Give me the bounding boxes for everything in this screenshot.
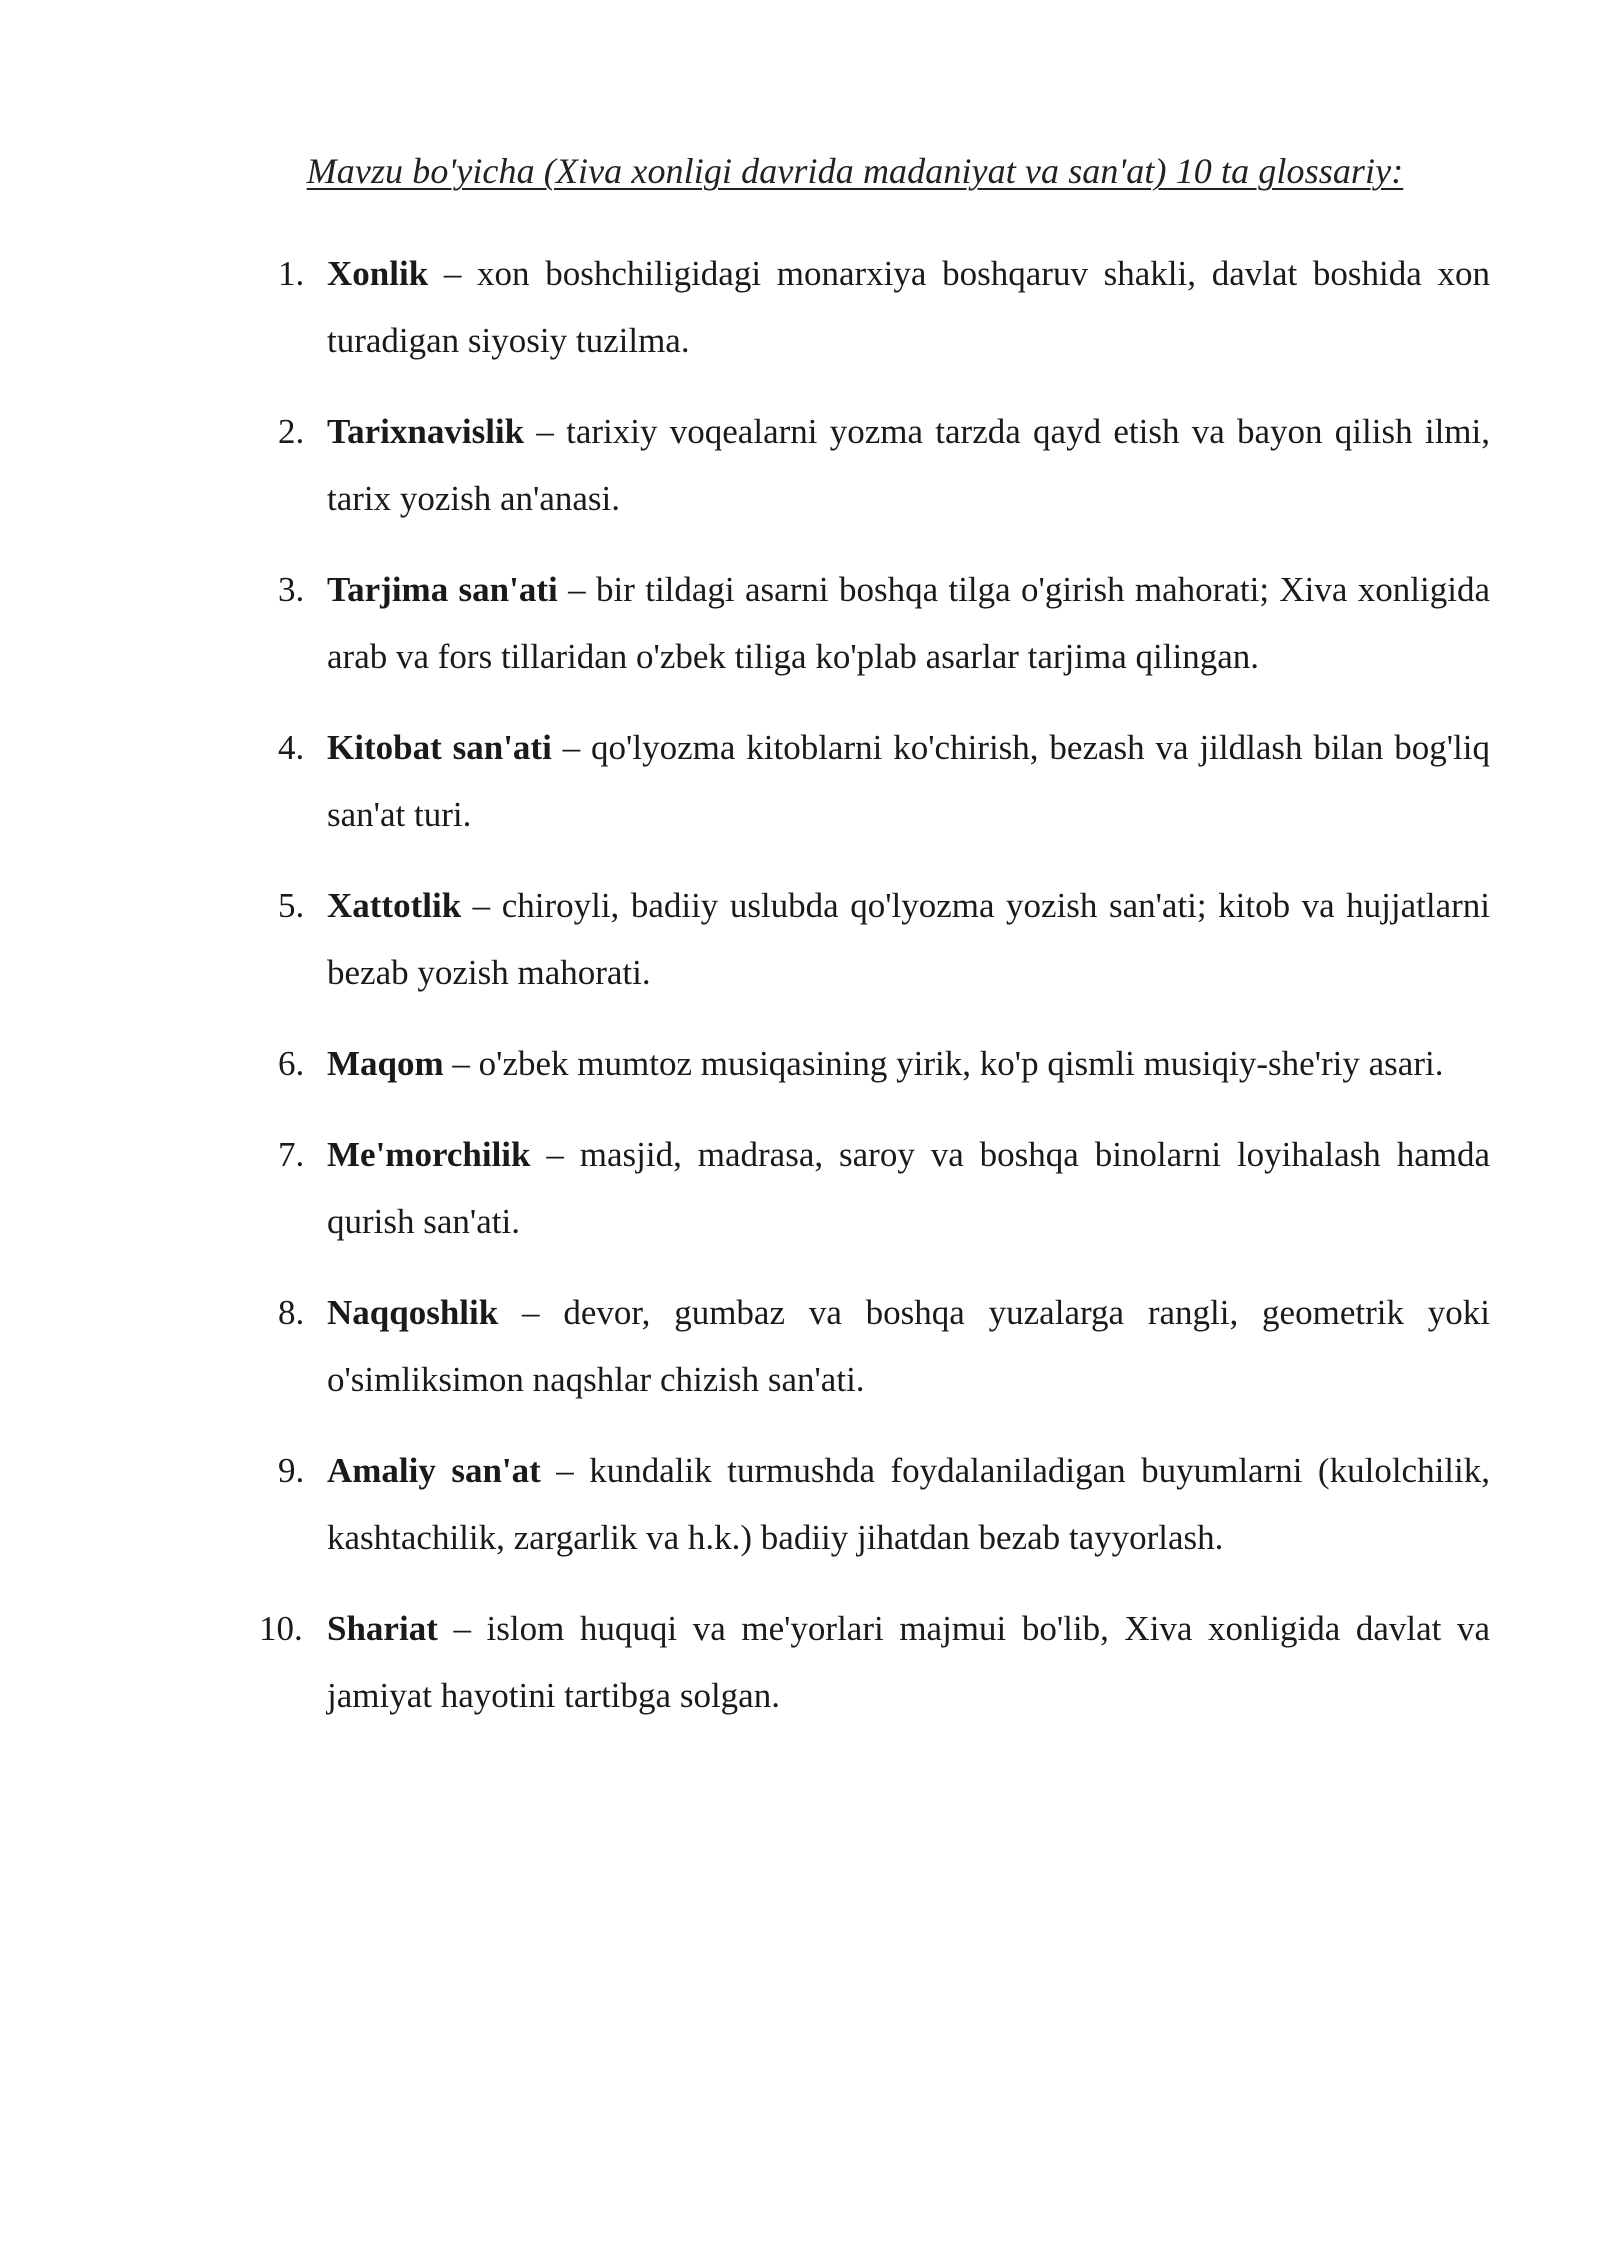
entry-term: Tarjima san'ati	[327, 570, 558, 609]
document-title: Mavzu bo'yicha (Xiva xonligi davrida madaniyat va san'at) 10 ta glossariy:	[306, 151, 1404, 191]
entry-number: 4.	[278, 728, 305, 767]
entry-definition: – bir tildagi asarni boshqa tilga o'girish mahorati; Xiva xonligida arab va fors tillaridan o'zbek tiliga ko'plab asarlar tarjima qilingan.	[327, 570, 1491, 676]
entry-term: Kitobat san'ati	[327, 728, 552, 767]
entry-number: 9.	[278, 1451, 305, 1490]
entry-number: 7.	[278, 1135, 305, 1174]
entry-number: 8.	[278, 1293, 305, 1332]
glossary-entry-7	[268, 1121, 1490, 1255]
entry-term: Maqom	[327, 1044, 444, 1083]
entry-definition: – qo'lyozma kitoblarni ko'chirish, bezash va jildlash bilan bog'liq san'at turi.	[327, 728, 1490, 834]
glossary-entry-2	[268, 398, 1490, 532]
entry-definition: – chiroyli, badiiy uslubda qo'lyozma yozish san'ati; kitob va hujjatlarni bezab yozish mahorati.	[327, 886, 1490, 992]
entry-definition: – masjid, madrasa, saroy va boshqa binolarni loyihalash hamda qurish san'ati.	[327, 1135, 1490, 1241]
glossary-list	[259, 240, 1491, 1753]
entry-term: Me'morchilik	[327, 1135, 531, 1174]
entry-number: 1.	[278, 254, 305, 293]
glossary-entry-10	[259, 1595, 1490, 1729]
entry-definition: – islom huquqi va me'yorlari majmui bo'lib, Xiva xonligida davlat va jamiyat hayotini tartibga solgan.	[327, 1609, 1490, 1715]
entry-term: Amaliy san'at	[327, 1451, 541, 1490]
entry-definition: – o'zbek mumtoz musiqasining yirik, ko'p qismli musiqiy-she'riy asari.	[443, 1044, 1444, 1083]
entry-number: 3.	[278, 570, 305, 609]
entry-number: 10.	[259, 1609, 303, 1648]
entry-definition: – tarixiy voqealarni yozma tarzda qayd etish va bayon qilish ilmi, tarix yozish an'anasi.	[327, 412, 1490, 518]
entry-definition: – devor, gumbaz va boshqa yuzalarga rangli, geometrik yoki o'simliksimon naqshlar chizish san'ati.	[327, 1293, 1490, 1399]
entry-number: 2.	[278, 412, 305, 451]
entry-definition: – xon boshchiligidagi monarxiya boshqaruv shakli, davlat boshida xon turadigan siyosiy tuzilma.	[327, 254, 1490, 360]
glossary-entry-6	[268, 1030, 1490, 1097]
glossary-entry-3	[268, 556, 1490, 690]
glossary-entry-4	[268, 714, 1490, 848]
entry-number: 6.	[278, 1044, 305, 1083]
entry-term: Xattotlik	[327, 886, 462, 925]
glossary-entry-5	[268, 872, 1490, 1006]
glossary-entry-8	[268, 1279, 1490, 1413]
entry-definition: – kundalik turmushda foydalaniladigan buyumlarni (kulolchilik, kashtachilik, zargarlik va h.k.) badiiy jihatdan bezab tayyorlash.	[327, 1451, 1490, 1557]
glossary-entry-1	[268, 240, 1490, 374]
entry-term: Naqqoshlik	[327, 1293, 499, 1332]
glossary-entry-9	[268, 1437, 1490, 1571]
entry-term: Xonlik	[327, 254, 429, 293]
entry-number: 5.	[278, 886, 305, 925]
entry-term: Tarixnavislik	[327, 412, 525, 451]
entry-term: Shariat	[327, 1609, 438, 1648]
